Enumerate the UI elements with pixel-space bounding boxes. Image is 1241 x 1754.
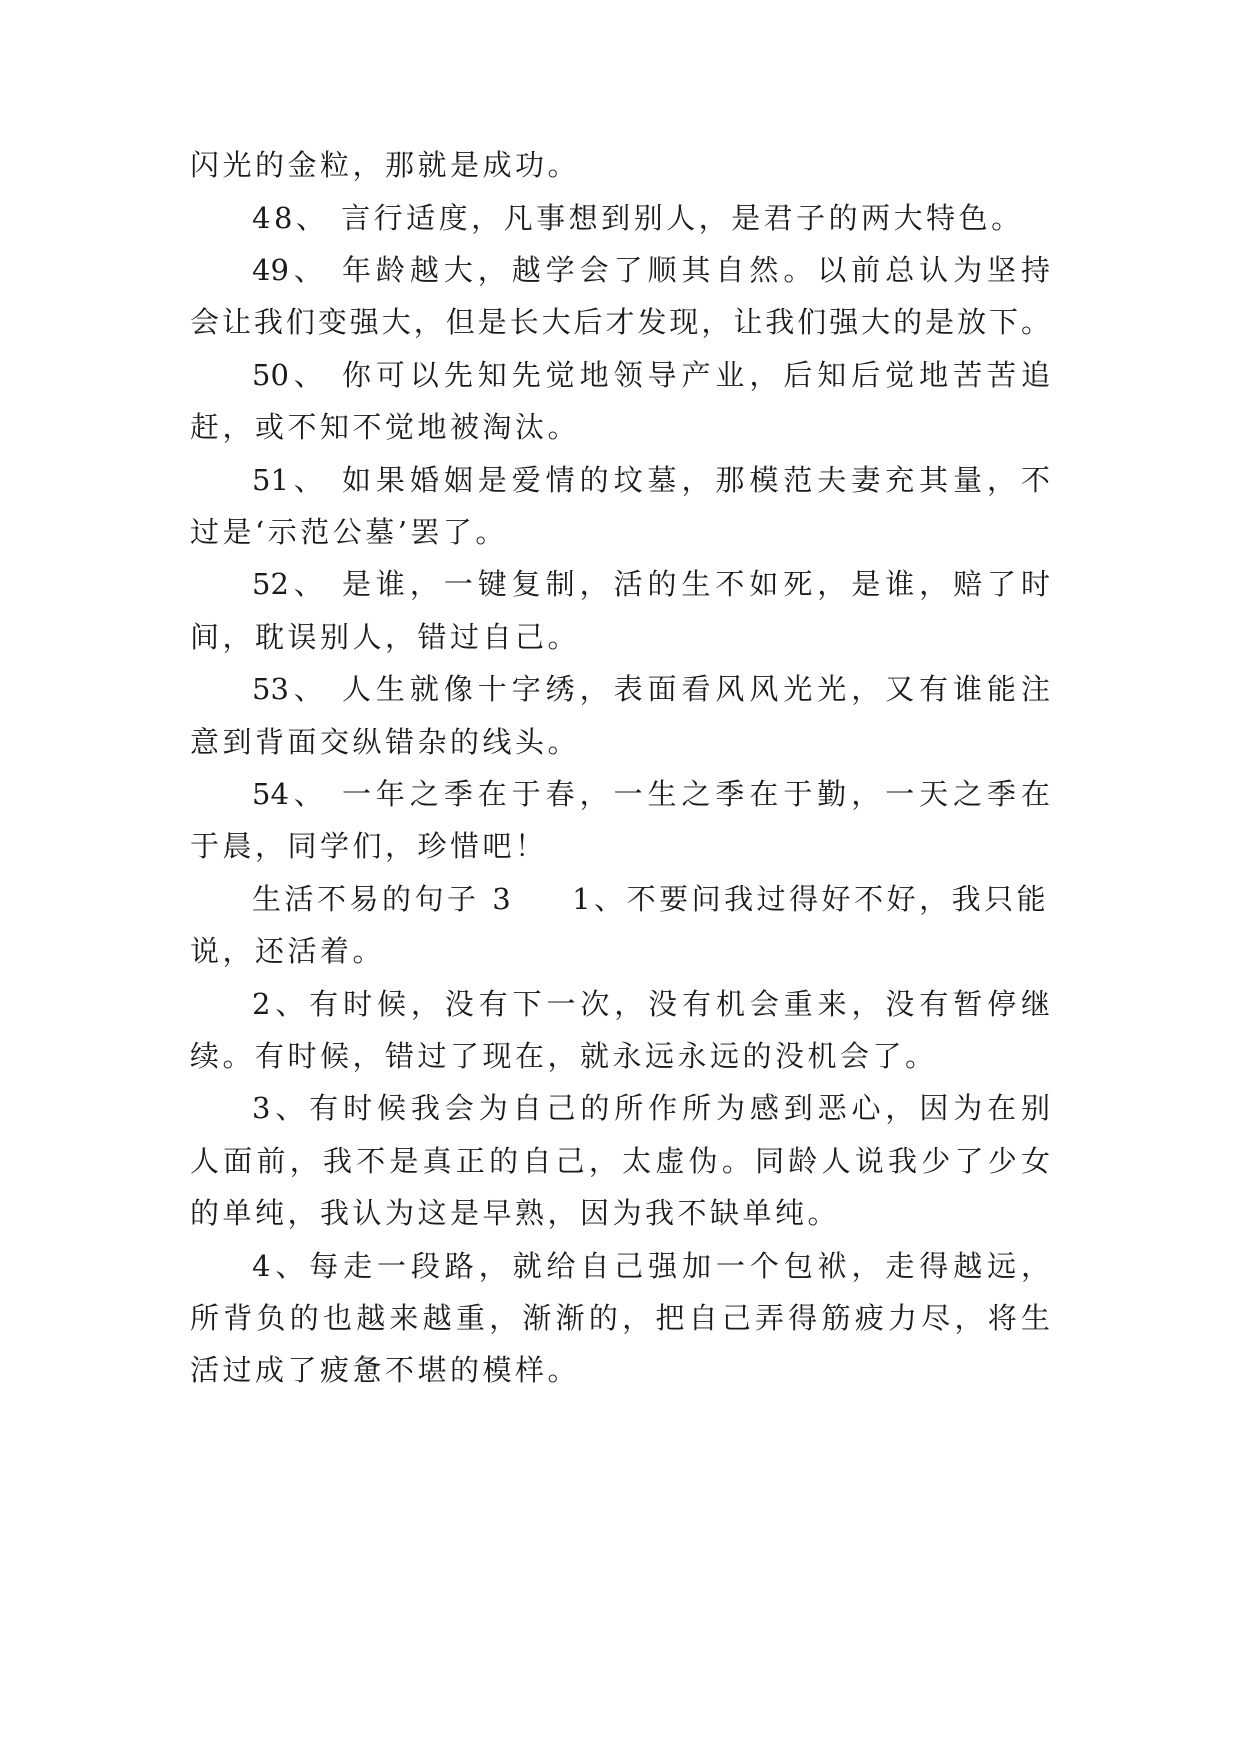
text-line: 闪光的金粒，那就是成功。 (190, 148, 581, 182)
text-line: 3、有时候我会为自己的所作所为感到恶心，因为在别 (252, 1091, 1050, 1125)
section-heading: 生活不易的句子 3 (252, 882, 515, 916)
text-line: 的单纯，我认为这是早熟，因为我不缺单纯。 (190, 1196, 841, 1230)
text-line: 说，还活着。 (190, 934, 386, 968)
text-line: 52、 是谁，一键复制，活的生不如死，是谁，赔了时 (252, 567, 1050, 601)
text-line: 所背负的也越来越重，渐渐的，把自己弄得筋疲力尽，将生 (190, 1301, 1050, 1335)
text-line: 于晨，同学们，珍惜吧！ (190, 829, 548, 863)
text-line: 54、 一年之季在于春，一生之季在于勤，一天之季在 (252, 777, 1050, 811)
text-line: 51、 如果婚姻是爱情的坟墓，那模范夫妻充其量，不 (252, 463, 1050, 497)
text-line: 会让我们变强大，但是长大后才发现，让我们强大的是放下。 (190, 305, 1050, 339)
section-line (252, 879, 1050, 919)
text-line: 1、不要问我过得好不好，我只能 (572, 882, 1050, 916)
text-line: 续。有时候，错过了现在，就永远永远的没机会了。 (190, 1039, 938, 1073)
text-line: 49、 年龄越大，越学会了顺其自然。以前总认为坚持 (252, 253, 1050, 287)
text-line: 50、 你可以先知先觉地领导产业，后知后觉地苦苦追 (252, 358, 1050, 392)
text-line: 48、 言行适度，凡事想到别人，是君子的两大特色。 (252, 201, 1024, 235)
text-line: 活过成了疲惫不堪的模样。 (190, 1353, 581, 1387)
text-line: 53、 人生就像十字绣，表面看风风光光，又有谁能注 (252, 672, 1050, 706)
text-line: 意到背面交纵错杂的线头。 (190, 725, 581, 759)
text-line: 间，耽误别人，错过自己。 (190, 620, 581, 654)
text-line: 4、每走一段路，就给自己强加一个包袱，走得越远， (252, 1249, 1050, 1283)
text-line: 2、有时候，没有下一次，没有机会重来，没有暂停继 (252, 987, 1050, 1021)
text-line: 人面前，我不是真正的自己，太虚伪。同龄人说我少了少女 (190, 1144, 1050, 1178)
text-line: 赶，或不知不觉地被淘汰。 (190, 410, 581, 444)
text-line: 过是‘示范公墓’罢了。 (190, 515, 508, 549)
